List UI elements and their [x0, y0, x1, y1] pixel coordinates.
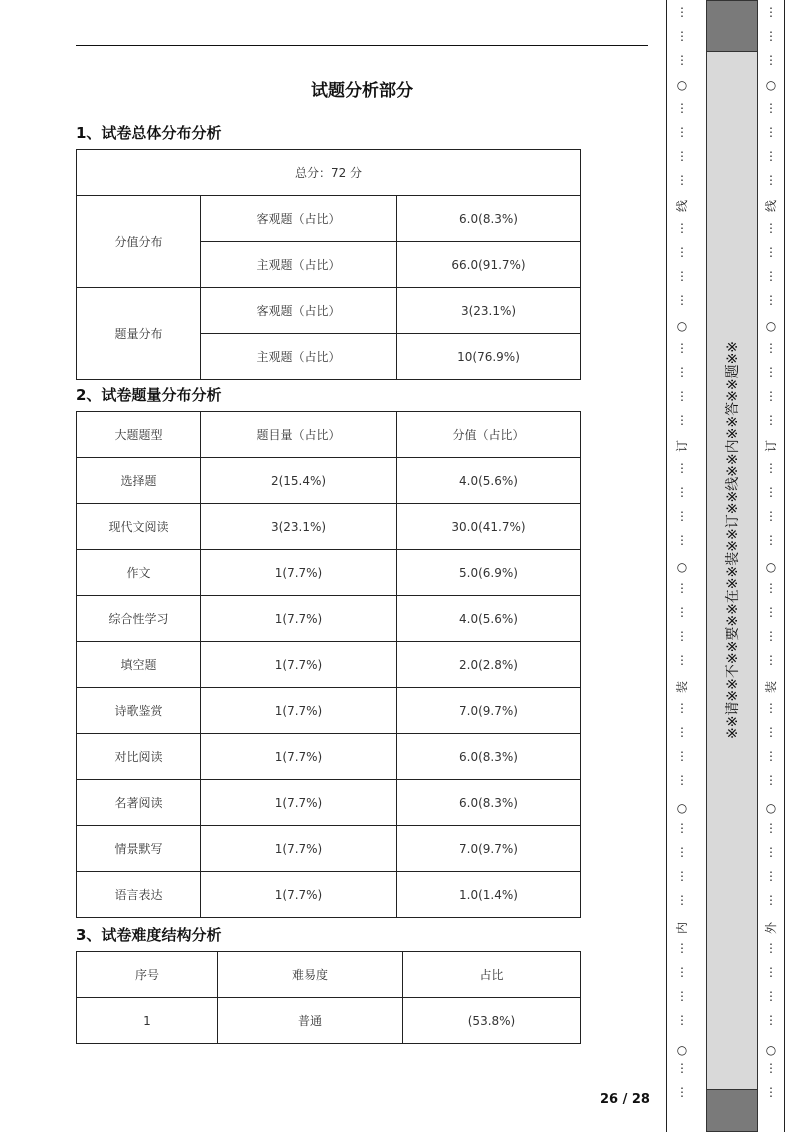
- difficulty-structure-table: [76, 951, 581, 1044]
- binding-mark: 订: [764, 440, 778, 453]
- dot-leader: ⋮: [765, 1061, 777, 1075]
- binding-mark: 订: [675, 440, 689, 453]
- table-cell: 1: [77, 998, 218, 1044]
- table-cell: (53.8%): [403, 998, 581, 1044]
- table-cell: 综合性学习: [77, 596, 201, 642]
- section-heading-overall: 1、试卷总体分布分析: [76, 124, 222, 142]
- table-cell: 4.0(5.6%): [397, 458, 581, 504]
- section-heading-difficulty: 3、试卷难度结构分析: [76, 926, 222, 944]
- binding-hole-icon: ○: [676, 1043, 688, 1057]
- table-row: [77, 550, 581, 596]
- dot-leader: ⋮: [676, 53, 688, 67]
- dot-leader: ⋮: [765, 893, 777, 907]
- dot-leader: ⋮: [676, 341, 688, 355]
- binding-hole-icon: ○: [676, 560, 688, 574]
- binding-hole-icon: ○: [676, 319, 688, 333]
- binding-block-top: [706, 0, 758, 52]
- table-row: [77, 596, 581, 642]
- dot-leader: ⋮: [765, 533, 777, 547]
- table-row: [77, 780, 581, 826]
- dot-leader: ⋮: [765, 293, 777, 307]
- table-row: [77, 642, 581, 688]
- column-header: 占比: [403, 952, 581, 998]
- binding-mark: 外: [764, 922, 778, 935]
- dot-leader: ⋮: [765, 869, 777, 883]
- header-rule: [76, 45, 648, 46]
- dot-leader: ⋮: [676, 461, 688, 475]
- dot-leader: ⋮: [765, 5, 777, 19]
- table-header-row: [77, 412, 581, 458]
- binding-mark: 线: [675, 200, 689, 213]
- overall-distribution-table: [76, 149, 581, 380]
- dot-leader: ⋮: [765, 773, 777, 787]
- dot-leader: ⋮: [765, 341, 777, 355]
- table-cell: 5.0(6.9%): [397, 550, 581, 596]
- binding-hole-icon: ○: [676, 78, 688, 92]
- table-cell: 1(7.7%): [201, 688, 397, 734]
- table-header-row: [77, 952, 581, 998]
- table-row: [77, 504, 581, 550]
- dot-leader: ⋮: [676, 365, 688, 379]
- table-cell: 主观题（占比）: [201, 334, 397, 380]
- binding-hole-icon: ○: [676, 801, 688, 815]
- binding-warning-text: ※※请※※不※※要※※在※※装※※订※※线※※内※※答※※题※※: [725, 340, 741, 740]
- dot-leader: ⋮: [676, 1061, 688, 1075]
- binding-hole-icon: ○: [765, 801, 777, 815]
- table-cell: 现代文阅读: [77, 504, 201, 550]
- table-cell: 作文: [77, 550, 201, 596]
- dot-leader: ⋮: [676, 893, 688, 907]
- dot-leader: ⋮: [676, 245, 688, 259]
- dot-leader: ⋮: [765, 749, 777, 763]
- dot-leader: ⋮: [765, 509, 777, 523]
- table-row: [77, 872, 581, 918]
- dot-leader: ⋮: [765, 485, 777, 499]
- column-header: 难易度: [218, 952, 403, 998]
- dot-leader: ⋮: [765, 821, 777, 835]
- table-cell: 情景默写: [77, 826, 201, 872]
- dot-leader: ⋮: [676, 725, 688, 739]
- binding-line-right: [784, 0, 785, 1132]
- dot-leader: ⋮: [765, 725, 777, 739]
- table-cell: 1(7.7%): [201, 596, 397, 642]
- dot-leader: ⋮: [765, 221, 777, 235]
- dot-leader: ⋮: [676, 293, 688, 307]
- dot-leader: ⋮: [676, 1013, 688, 1027]
- page-number: 26 / 28: [600, 1092, 650, 1107]
- table-cell: 填空题: [77, 642, 201, 688]
- dot-leader: ⋮: [676, 125, 688, 139]
- binding-mark: 内: [675, 922, 689, 935]
- total-score-cell: 总分：72 分: [77, 150, 581, 196]
- binding-block-bottom: [706, 1089, 758, 1132]
- table-row: [77, 688, 581, 734]
- dot-leader: ⋮: [765, 845, 777, 859]
- table-cell: 2.0(2.8%): [397, 642, 581, 688]
- dot-leader: ⋮: [765, 365, 777, 379]
- dot-leader: ⋮: [676, 773, 688, 787]
- binding-mark: 装: [764, 681, 778, 694]
- binding-hole-icon: ○: [765, 319, 777, 333]
- dot-leader: ⋮: [676, 749, 688, 763]
- dot-leader: ⋮: [676, 629, 688, 643]
- binding-hole-icon: ○: [765, 560, 777, 574]
- table-cell: 对比阅读: [77, 734, 201, 780]
- binding-mark: 装: [675, 681, 689, 694]
- table-cell: 66.0(91.7%): [397, 242, 581, 288]
- table-cell: 客观题（占比）: [201, 196, 397, 242]
- dot-leader: ⋮: [765, 989, 777, 1003]
- dot-leader: ⋮: [676, 485, 688, 499]
- dot-leader: ⋮: [676, 5, 688, 19]
- dot-leader: ⋮: [765, 389, 777, 403]
- binding-line-left: [666, 0, 667, 1132]
- dot-leader: ⋮: [765, 461, 777, 475]
- dot-leader: ⋮: [676, 965, 688, 979]
- table-cell: 1(7.7%): [201, 550, 397, 596]
- count-dist-label: 题量分布: [77, 288, 201, 380]
- section-heading-quantity: 2、试卷题量分布分析: [76, 386, 222, 404]
- column-header: 大题题型: [77, 412, 201, 458]
- dot-leader: ⋮: [676, 389, 688, 403]
- dot-leader: ⋮: [676, 941, 688, 955]
- table-cell: 普通: [218, 998, 403, 1044]
- table-cell: 10(76.9%): [397, 334, 581, 380]
- dot-leader: ⋮: [765, 605, 777, 619]
- dot-leader: ⋮: [765, 245, 777, 259]
- binding-marks-inner: [675, 0, 689, 1132]
- dot-leader: ⋮: [676, 1085, 688, 1099]
- binding-marks-outer: [764, 0, 778, 1132]
- dot-leader: ⋮: [765, 653, 777, 667]
- table-cell: 1(7.7%): [201, 872, 397, 918]
- table-row: [77, 998, 581, 1044]
- dot-leader: ⋮: [676, 173, 688, 187]
- dot-leader: ⋮: [676, 821, 688, 835]
- table-cell: 1(7.7%): [201, 780, 397, 826]
- dot-leader: ⋮: [765, 629, 777, 643]
- table-row: [77, 734, 581, 780]
- table-cell: 2(15.4%): [201, 458, 397, 504]
- table-cell: 1.0(1.4%): [397, 872, 581, 918]
- table-cell: 主观题（占比）: [201, 242, 397, 288]
- dot-leader: ⋮: [676, 845, 688, 859]
- table-cell: 4.0(5.6%): [397, 596, 581, 642]
- dot-leader: ⋮: [765, 29, 777, 43]
- binding-mark: 线: [764, 200, 778, 213]
- dot-leader: ⋮: [676, 533, 688, 547]
- column-header: 序号: [77, 952, 218, 998]
- dot-leader: ⋮: [765, 101, 777, 115]
- dot-leader: ⋮: [676, 413, 688, 427]
- table-cell: 诗歌鉴赏: [77, 688, 201, 734]
- dot-leader: ⋮: [765, 269, 777, 283]
- table-cell: 语言表达: [77, 872, 201, 918]
- dot-leader: ⋮: [765, 581, 777, 595]
- dot-leader: ⋮: [676, 869, 688, 883]
- table-cell: 6.0(8.3%): [397, 734, 581, 780]
- quantity-distribution-table: [76, 411, 581, 918]
- dot-leader: ⋮: [676, 29, 688, 43]
- dot-leader: ⋮: [676, 581, 688, 595]
- table-cell: 3(23.1%): [397, 288, 581, 334]
- table-row: [77, 826, 581, 872]
- page-title: 试题分析部分: [311, 81, 413, 101]
- dot-leader: ⋮: [765, 149, 777, 163]
- dot-leader: ⋮: [765, 173, 777, 187]
- dot-leader: ⋮: [676, 605, 688, 619]
- dot-leader: ⋮: [765, 1085, 777, 1099]
- table-cell: 1(7.7%): [201, 734, 397, 780]
- dot-leader: ⋮: [765, 125, 777, 139]
- dot-leader: ⋮: [676, 221, 688, 235]
- dot-leader: ⋮: [765, 1013, 777, 1027]
- table-row: [77, 458, 581, 504]
- table-cell: 客观题（占比）: [201, 288, 397, 334]
- binding-hole-icon: ○: [765, 1043, 777, 1057]
- dot-leader: ⋮: [676, 101, 688, 115]
- table-cell: 3(23.1%): [201, 504, 397, 550]
- dot-leader: ⋮: [676, 989, 688, 1003]
- dot-leader: ⋮: [676, 653, 688, 667]
- dot-leader: ⋮: [676, 701, 688, 715]
- dot-leader: ⋮: [676, 509, 688, 523]
- dot-leader: ⋮: [676, 269, 688, 283]
- dot-leader: ⋮: [765, 965, 777, 979]
- table-cell: 7.0(9.7%): [397, 826, 581, 872]
- dot-leader: ⋮: [676, 149, 688, 163]
- table-cell: 选择题: [77, 458, 201, 504]
- table-cell: 7.0(9.7%): [397, 688, 581, 734]
- score-dist-label: 分值分布: [77, 196, 201, 288]
- table-cell: 名著阅读: [77, 780, 201, 826]
- table-cell: 1(7.7%): [201, 642, 397, 688]
- dot-leader: ⋮: [765, 701, 777, 715]
- dot-leader: ⋮: [765, 941, 777, 955]
- table-cell: 6.0(8.3%): [397, 196, 581, 242]
- dot-leader: ⋮: [765, 53, 777, 67]
- binding-hole-icon: ○: [765, 78, 777, 92]
- column-header: 题目量（占比）: [201, 412, 397, 458]
- dot-leader: ⋮: [765, 413, 777, 427]
- table-cell: 30.0(41.7%): [397, 504, 581, 550]
- table-cell: 6.0(8.3%): [397, 780, 581, 826]
- column-header: 分值（占比）: [397, 412, 581, 458]
- table-cell: 1(7.7%): [201, 826, 397, 872]
